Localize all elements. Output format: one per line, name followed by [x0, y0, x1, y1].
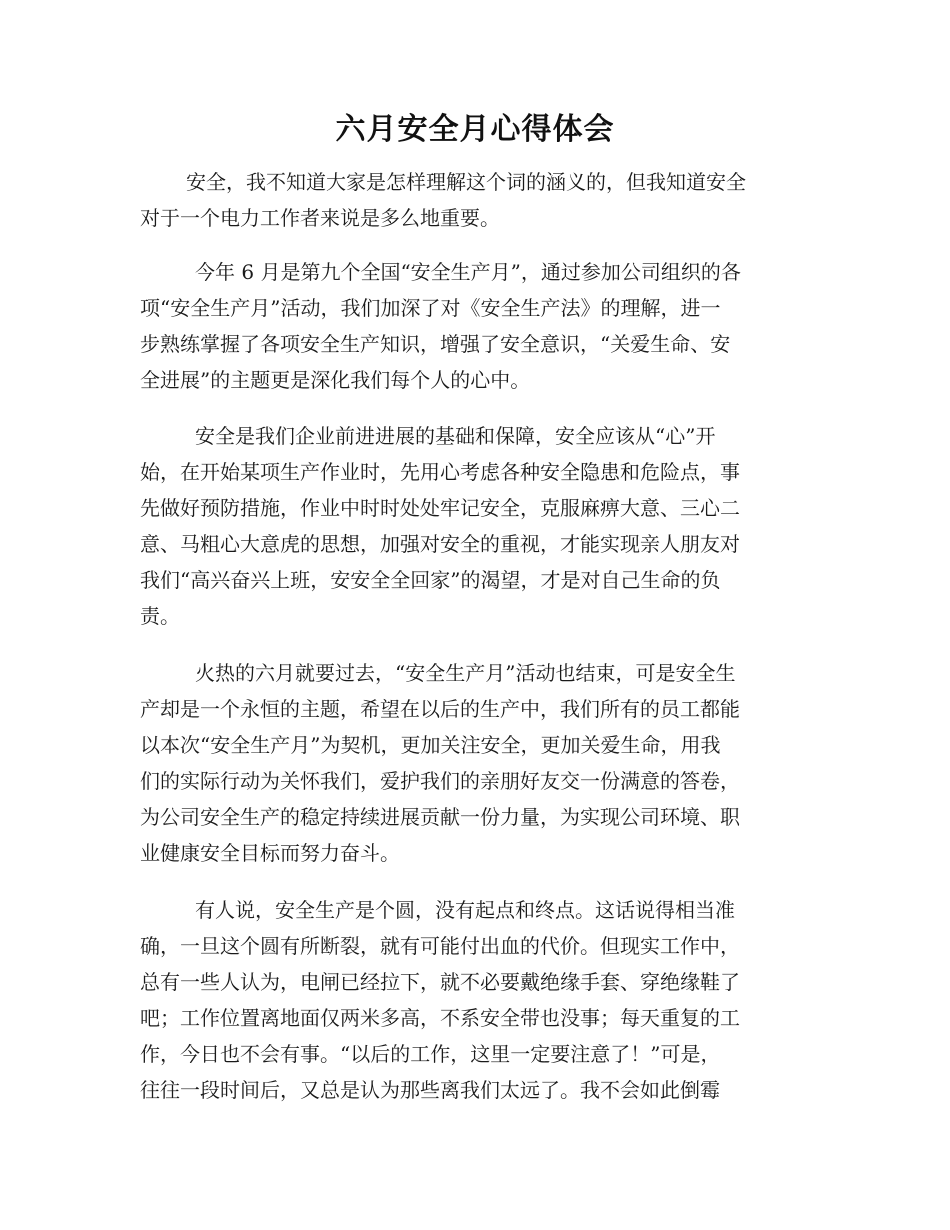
paragraph-3-line-4: 意、马粗心大意虎的思想，加强对安全的重视，才能实现亲人朋友对	[140, 532, 740, 556]
paragraph-2-line-3: 步熟练掌握了各项安全生产知识，增强了安全意识，“关爱生命、安	[140, 332, 731, 356]
paragraph-5-line-6: 往往一段时间后，又总是认为那些离我们太远了。我不会如此倒霉	[140, 1078, 720, 1102]
paragraph-5-line-5: 作，今日也不会有事。“以后的工作，这里一定要注意了！”可是，	[140, 1042, 721, 1066]
paragraph-3-line-1: 安全是我们企业前进进展的基础和保障，安全应该从“心”开	[195, 424, 716, 448]
paragraph-1-line-2: 对于一个电力工作者来说是多么地重要。	[140, 206, 500, 230]
paragraph-2-line-1: 今年 6 月是第九个全国“安全生产月”，通过参加公司组织的各	[195, 260, 741, 284]
paragraph-4-line-6: 业健康安全目标而努力奋斗。	[140, 841, 400, 865]
paragraph-1-line-1: 安全，我不知道大家是怎样理解这个词的涵义的，但我知道安全	[186, 170, 746, 194]
paragraph-4-line-2: 产却是一个永恒的主题，希望在以后的生产中，我们所有的员工都能	[140, 697, 740, 721]
paragraph-3-line-2: 始，在开始某项生产作业时，先用心考虑各种安全隐患和危险点，事	[140, 460, 740, 484]
paragraph-5-line-3: 总有一些人认为，电闸已经拉下，就不必要戴绝缘手套、穿绝缘鞋了	[140, 970, 740, 994]
paragraph-2-line-4: 全进展”的主题更是深化我们每个人的心中。	[140, 368, 531, 392]
paragraph-5-line-4: 吧；工作位置离地面仅两米多高，不系安全带也没事；每天重复的工	[140, 1006, 740, 1030]
paragraph-4-line-1: 火热的六月就要过去，“安全生产月”活动也结束，可是安全生	[195, 661, 736, 685]
paragraph-2-line-2: 项“安全生产月”活动，我们加深了对《安全生产法》的理解，进一	[140, 296, 721, 320]
paragraph-3-line-6: 责。	[140, 604, 180, 628]
paragraph-4-line-4: 们的实际行动为关怀我们，爱护我们的亲朋好友交一份满意的答卷，	[140, 769, 740, 793]
paragraph-4-line-5: 为公司安全生产的稳定持续进展贡献一份力量，为实现公司环境、职	[140, 805, 740, 829]
paragraph-5-line-1: 有人说，安全生产是个圆，没有起点和终点。这话说得相当准	[195, 898, 735, 922]
document-title: 六月安全月心得体会	[335, 112, 615, 147]
paragraph-4-line-3: 以本次“安全生产月”为契机，更加关注安全，更加关爱生命，用我	[140, 733, 721, 757]
paragraph-3-line-3: 先做好预防措施，作业中时时处处牢记安全，克服麻痹大意、三心二	[140, 496, 740, 520]
paragraph-3-line-5: 我们“高兴奋兴上班，安安全全回家”的渴望，才是对自己生命的负	[140, 568, 721, 592]
paragraph-5-line-2: 确，一旦这个圆有所断裂，就有可能付出血的代价。但现实工作中，	[140, 934, 740, 958]
